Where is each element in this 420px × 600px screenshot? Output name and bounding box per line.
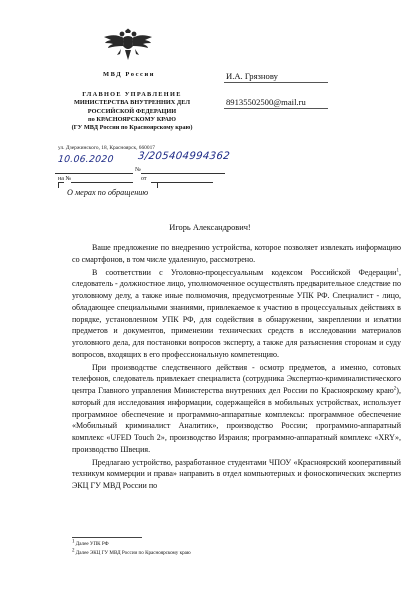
footnote-ref: 2 [393, 386, 397, 392]
footnotes [72, 540, 372, 557]
recipient-underline [224, 82, 328, 83]
letter-body [72, 242, 401, 492]
number-from: от [141, 176, 147, 182]
recipient-email: 89135502500@mail.ru [226, 97, 306, 107]
recipient-name: И.А. Грязнову [226, 71, 278, 81]
subject-bracket-left [58, 182, 64, 188]
org-line: (ГУ МВД России по Красноярскому краю) [71, 124, 193, 132]
body-paragraph: При производстве следственного действия - осмотр предметов, а именно, сотовых телефонов, следователь привлекает специалиста (сотрудника Экспертно-криминалистического центра Главного управления Министерства внутренних дел России по Красноярскому краю$^2$), который для исследования информации, содержащейся в мобильных устройствах, использует программное обеспечение и программно-аппаратные комплексы: программное обеспечение «Мобильный криминалист Аналитик», производство России; программно-аппаратный комплекс «UFED Touch 2», производство Израиля; программно-аппаратный комплекс «XRY», производство Швеция. [72, 362, 401, 454]
organization-name [52, 91, 212, 132]
footnote-item: $^1$ Далее УПК РФ [72, 539, 109, 547]
handwritten-date: 10.06.2020 [57, 154, 115, 165]
double-headed-eagle-emblem-icon [103, 28, 153, 62]
footnote-ref: 1 [396, 267, 399, 273]
greeting: Игорь Александрович! [169, 223, 251, 232]
footnote-item: $^2$ Далее ЭКЦ ГУ МВД России по Красноярскому краю [72, 547, 191, 556]
org-address: ул. Дзержинского, 18, Красноярск, 660017 [58, 145, 155, 151]
letter-subject: О мерах по обращению [67, 188, 149, 197]
body-paragraph: Предлагаю устройство, разработанное студентами ЧПОУ «Красноярский кооперативный техникум коммерции и права» направить в отдел компьютерных и фоноскопических экспертиз ЭКЦ ГУ МВД России по [72, 457, 401, 490]
handwritten-outgoing-number: 3/205404994362 [137, 151, 231, 162]
ministry-short-name: МВД России [102, 71, 156, 78]
body-paragraph: В соответствии с Уголовно-процессуальным кодексом Российской Федерации$^1$, следователь - должностное лицо, уполномоченное осуществлять предварительное следствие по уголовному делу, а также иные полномочия, предусмотренные УПК РФ. Специалист - лицо, обладающее специальными знаниями, привлекаемое к участию в процессуальных действиях в порядке, установленном УПК РФ, для содействия в обнаружении, закреплении и изъятии предметов и документов, применении технических средств в исследовании материалов уголовного дела, для постановки вопросов эксперту, а также для разъяснения сторонам и суду вопросов, входящих в его профессиональную компетенцию. [72, 267, 401, 359]
subject-bracket-right [152, 182, 158, 188]
number-prefix: на № [58, 176, 72, 182]
org-line: МИНИСТЕРСТВА ВНУТРЕННИХ ДЕЛ [73, 99, 191, 107]
org-line: ГЛАВНОЕ УПРАВЛЕНИЕ [82, 91, 182, 98]
org-line: РОССИЙСКОЙ ФЕДЕРАЦИИ [87, 107, 177, 115]
number-symbol: № [135, 167, 141, 173]
footnote-divider [72, 537, 142, 538]
body-paragraph: Ваше предложение по внедрению устройства, которое позволяет извлекать информацию со смартфонов, в том числе удаленную, рассмотрено. [72, 243, 401, 264]
email-underline [224, 108, 328, 109]
org-line: по КРАСНОЯРСКОМУ КРАЮ [88, 115, 176, 123]
incoming-reference-line [55, 175, 225, 185]
